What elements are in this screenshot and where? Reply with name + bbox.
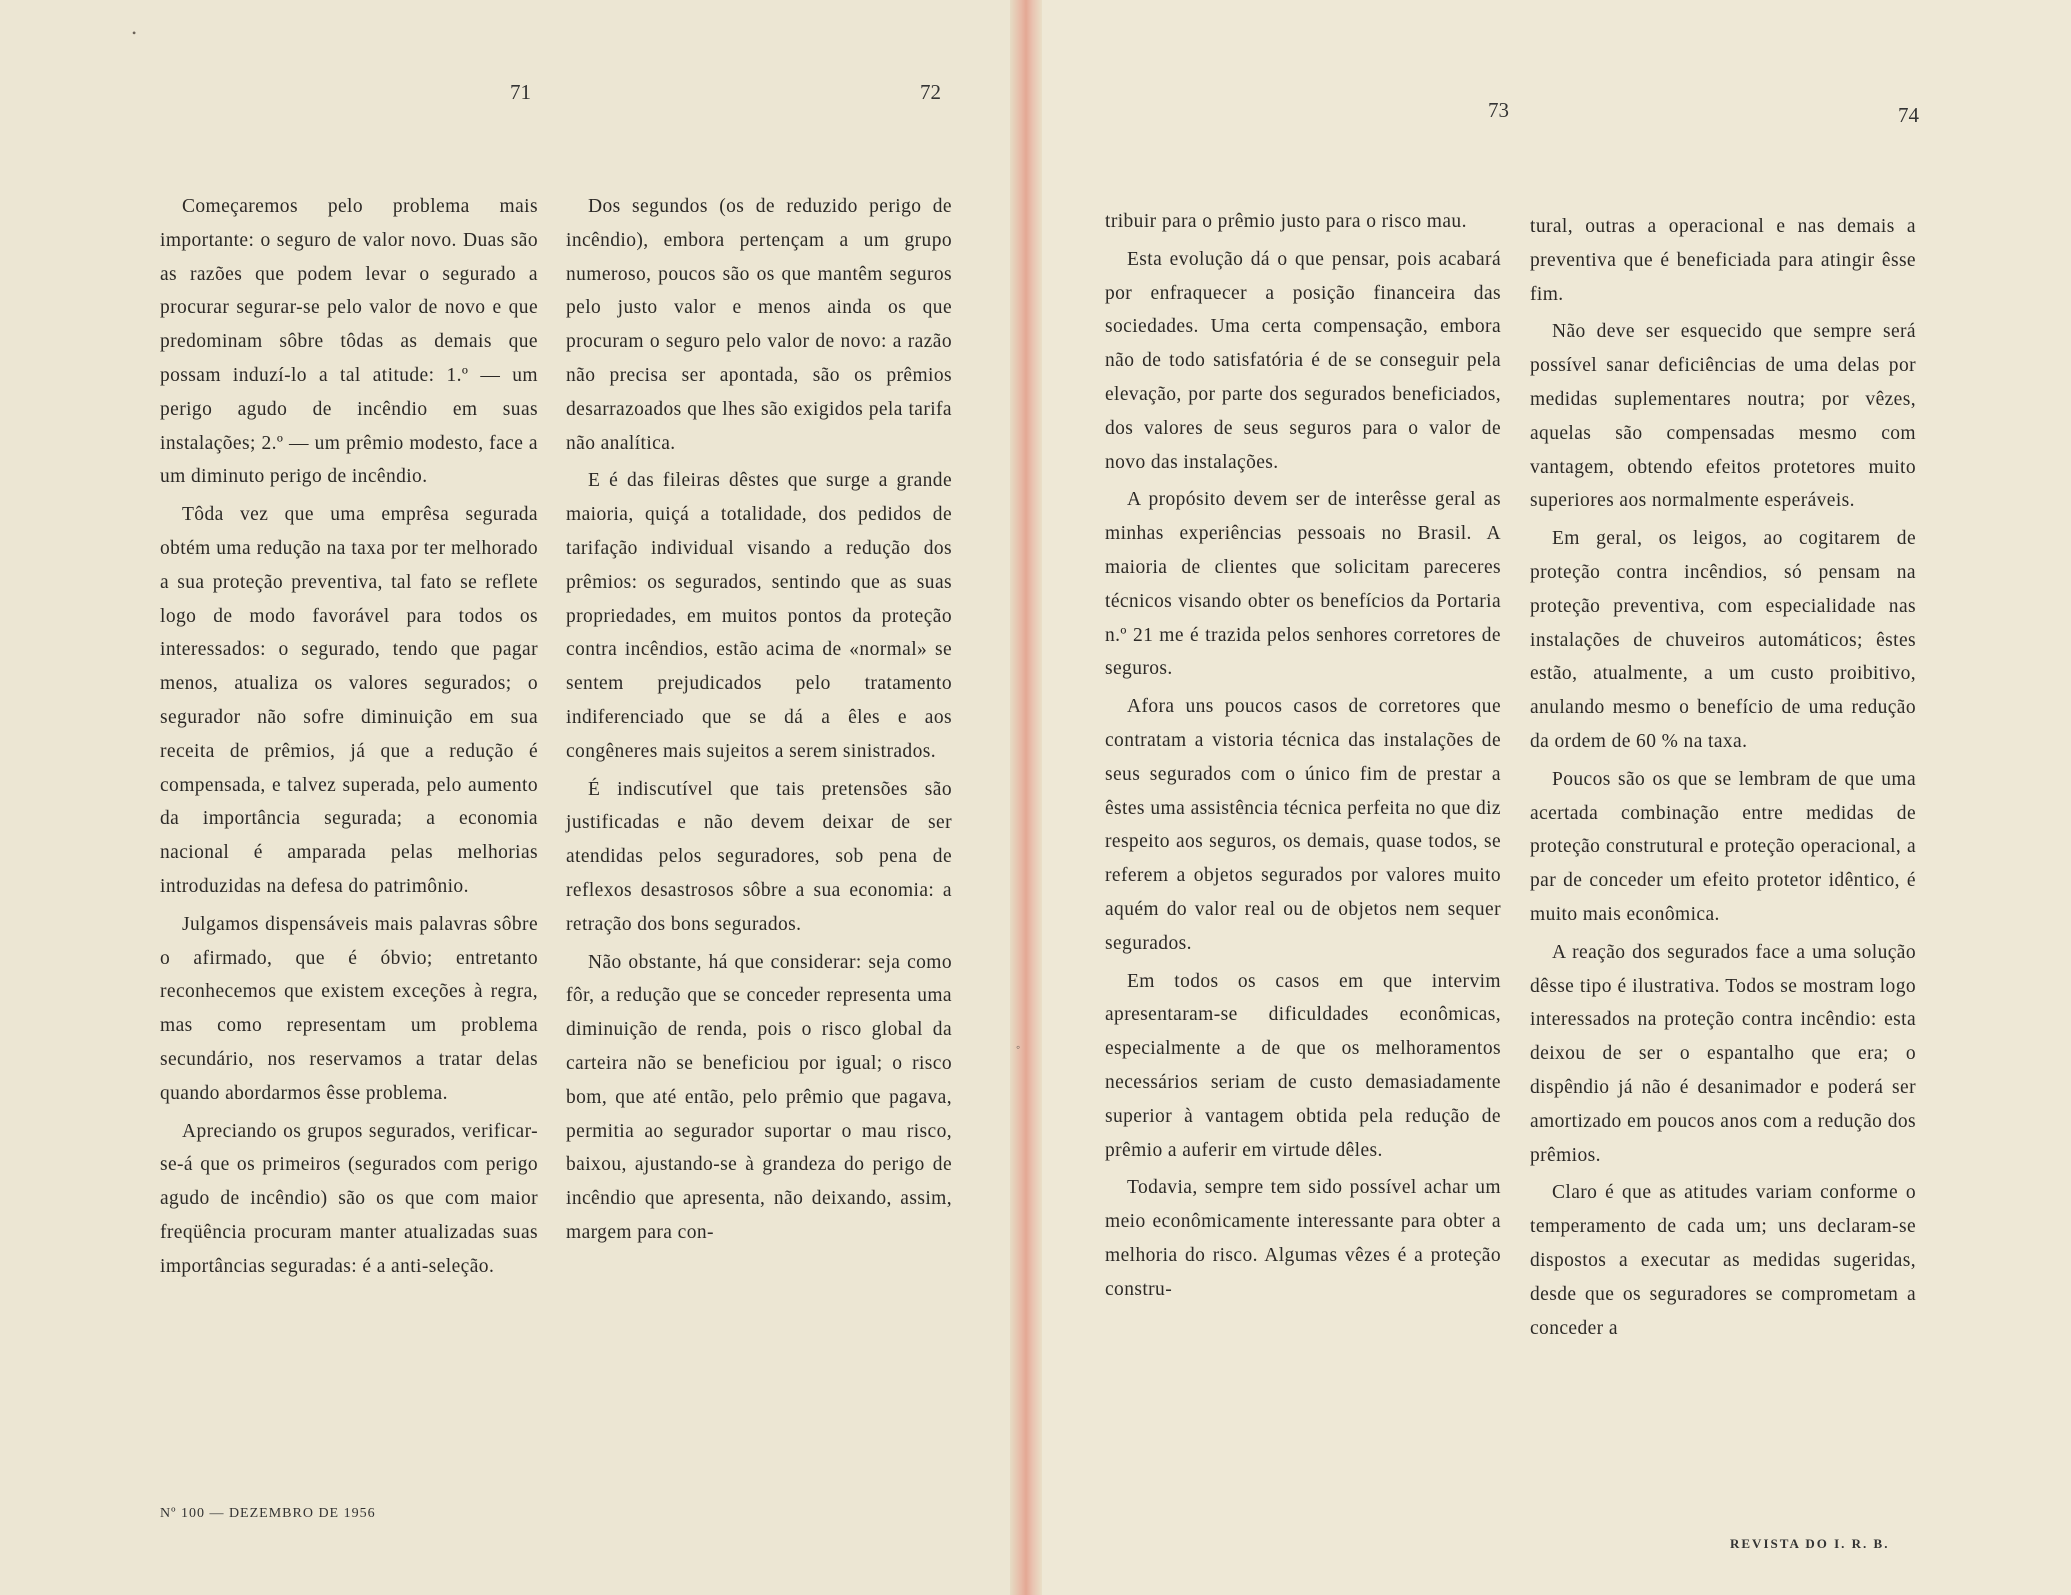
paper-speck: • [132,26,137,40]
issue-footer: Nº 100 — DEZEMBRO DE 1956 [160,1506,376,1521]
paragraph: Tôda vez que uma emprêsa segurada obtém uma redução na taxa por ter melhorado a sua proteção preventiva, tal fato se reflete logo de modo favorável para todos os interessados: o segurado, tendo que pagar menos, atualiza os valores segurados; o segurador não sofre diminuição em sua receita de prêmios, já que a redução é compensada, e talvez superada, pelo aumento da importância segurada; a economia nacional é amparada pelas melhorias introduzidas na defesa do patrimônio. [160,504,538,897]
column-page-73 [1105,205,1501,1311]
paragraph: Apreciando os grupos segurados, verificar-se-á que os primeiros (segurados com perigo agudo de incêndio) são os que com maior freqüência procuram manter atualizadas suas importâncias seguradas: é a anti-seleção. [160,1120,538,1277]
binding-thread-mark: ◦ [1016,1040,1021,1054]
page-number-74: 74 [1898,103,1919,127]
paragraph: Julgamos dispensáveis mais palavras sôbre o afirmado, que é óbvio; entretanto reconhecemos que existem exceções à regra, mas como representam um problema secundário, nos reservamos a tratar delas quando abordarmos êsse problema. [160,913,538,1104]
column-page-74 [1530,210,1916,1349]
paragraph: É indiscutível que tais pretensões são justificadas e não devem deixar de ser atendidas pelos seguradores, sob pena de reflexos desastrosos sôbre a sua economia: a retração dos bons segurados. [566,778,952,935]
paragraph: Esta evolução dá o que pensar, pois acabará por enfraquecer a posição financeira das sociedades. Uma certa compensação, embora não de todo satisfatória é de se conseguir pela elevação, por parte dos segurados beneficiados, dos valores de seus seguros para o valor de novo das instalações. [1105,248,1501,473]
page-number-71: 71 [510,80,531,104]
page-number-72: 72 [920,80,941,104]
paragraph-continued: tural, outras a operacional e nas demais a preventiva que é beneficiada para atingir êsse fim. [1530,216,1916,305]
paragraph: Dos segundos (os de reduzido perigo de incêndio), embora pertençam a um grupo numeroso, poucos são os que mantêm seguros pelo justo valor e menos ainda os que procuram o seguro pelo valor de novo: a razão não precisa ser apontada, são os prêmios desarrazoados que lhes são exigidos pela tarifa não analítica. [566,196,952,454]
binding-gutter [1010,0,1042,1595]
paragraph: Começaremos pelo problema mais importante: o seguro de valor novo. Duas são as razões que podem levar o segurado a procurar segurar-se pelo valor de novo e que predominam sôbre tôdas as demais que possam induzí-lo a tal atitude: 1.º — um perigo agudo de incêndio em suas instalações; 2.º — um prêmio modesto, face a um diminuto perigo de incêndio. [160,196,538,488]
paragraph: Em todos os casos em que intervim apresentaram-se dificuldades econômicas, especialmente a de que os melhoramentos necessários seriam de custo demasiadamente superior à vantagem obtida pela redução de prêmio a auferir em virtude dêles. [1105,970,1501,1161]
paragraph: Claro é que as atitudes variam conforme o temperamento de cada um; uns declaram-se dispostos a executar as medidas sugeridas, desde que os seguradores se comprometam a conceder a [1530,1182,1916,1339]
paragraph: E é das fileiras dêstes que surge a grande maioria, quiçá a totalidade, dos pedidos de tarifação individual visando a redução dos prêmios: os segurados, sentindo que as suas propriedades, em muitos pontos da proteção contra incêndios, estão acima de «normal» se sentem prejudicados pelo tratamento indiferenciado que se dá a êles e aos congêneres mais sujeitos a serem sinistrados. [566,470,952,762]
page-number-73: 73 [1488,98,1509,122]
paragraph: Poucos são os que se lembram de que uma acertada combinação entre medidas de proteção construtural e proteção operacional, a par de conceder um efeito protetor idêntico, é muito mais econômica. [1530,768,1916,925]
paragraph: A reação dos segurados face a uma solução dêsse tipo é ilustrativa. Todos se mostram logo interessados na proteção contra incêndio: esta deixou de ser o espantalho que era; o dispêndio já não é desanimador e poderá ser amortizado em poucos anos com a redução dos prêmios. [1530,941,1916,1166]
paragraph: A propósito devem ser de interêsse geral as minhas experiências pessoais no Brasil. A maioria de clientes que solicitam pareceres técnicos visando obter os benefícios da Portaria n.º 21 me é trazida pelos senhores corretores de seguros. [1105,489,1501,680]
column-page-72 [566,190,952,1254]
column-page-71 [160,190,538,1288]
paragraph: Não deve ser esquecido que sempre será possível sanar deficiências de uma delas por medidas suplementares noutra; por vêzes, aquelas são compensadas mesmo com vantagem, obtendo efeitos protetores muito superiores aos normalmente esperáveis. [1530,321,1916,512]
journal-footer: REVISTA DO I. R. B. [1730,1536,1890,1551]
paragraph: Não obstante, há que considerar: seja como fôr, a redução que se conceder representa uma diminuição de renda, pois o risco global da carteira não se beneficiou por igual; o risco bom, que até então, pelo prêmio que pagava, permitia ao segurador suportar o mau risco, baixou, ajustando-se à grandeza do perigo de incêndio que apresenta, não deixando, assim, margem para con- [566,951,952,1243]
paragraph: Afora uns poucos casos de corretores que contratam a vistoria técnica das instalações de seus segurados com o único fim de prestar a êstes uma assistência técnica perfeita no que diz respeito aos seguros, os demais, quase todos, se referem a objetos segurados por valores muito aquém do valor real ou de objetos nem sequer segurados. [1105,696,1501,954]
paragraph-continued: tribuir para o prêmio justo para o risco mau. [1105,211,1467,232]
paragraph: Em geral, os leigos, ao cogitarem de proteção contra incêndios, só pensam na proteção preventiva, com especialidade nas instalações de chuveiros automáticos; êstes estão, atualmente, a um custo proibitivo, anulando mesmo o benefício de uma redução da ordem de 60 % na taxa. [1530,528,1916,752]
paragraph: Todavia, sempre tem sido possível achar um meio econômicamente interessante para obter a melhoria do risco. Algumas vêzes é a proteção constru- [1105,1177,1501,1300]
